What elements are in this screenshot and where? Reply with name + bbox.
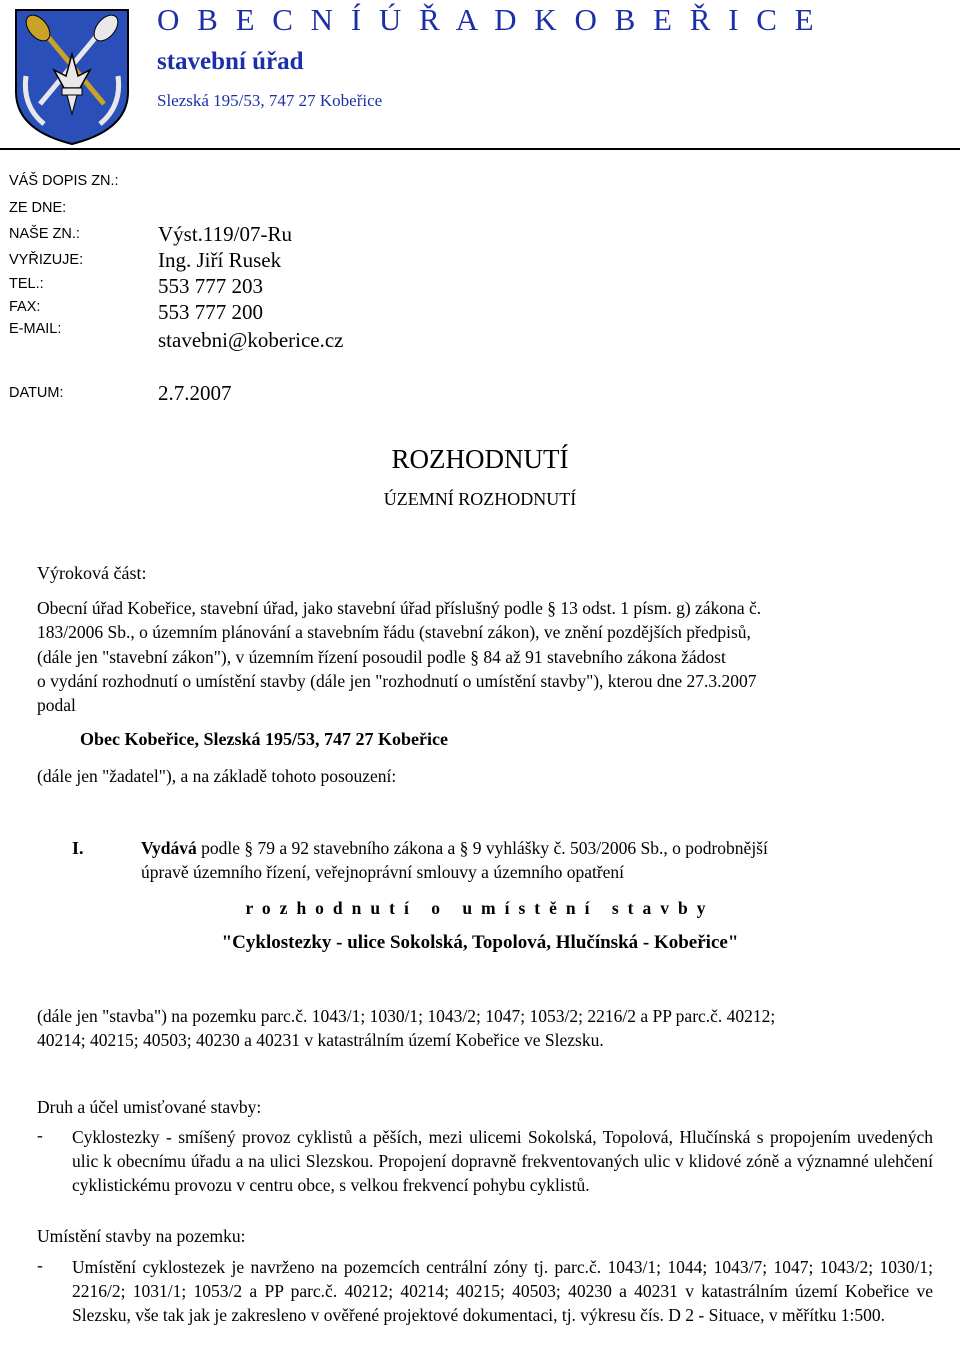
intro-line-4: o vydání rozhodnutí o umístění stavby (dále jen "rozhodnutí o umístění stavby"), kterou dne 27.3.2007	[37, 671, 757, 691]
applicant: Obec Kobeřice, Slezská 195/53, 747 27 Kobeřice	[80, 729, 448, 749]
point-rest: podle § 79 a 92 stavebního zákona a § 9 vyhlášky č. 503/2006 Sb., o podrobnější	[196, 838, 768, 858]
placement-dash: -	[37, 1255, 43, 1275]
placement-label: Umístění stavby na pozemku:	[37, 1226, 246, 1246]
point-line-2: úpravě územního řízení, veřejnoprávní smlouvy a územního opatření	[141, 862, 625, 882]
fax-label: FAX:	[9, 299, 41, 315]
handled-by-label: VYŘIZUJE:	[9, 252, 84, 268]
intro-line-3: (dále jen "stavební zákon"), v územním řízení posoudil podle § 84 až 91 stavebního zákona žádost	[37, 647, 726, 667]
parcels-line-2: 40214; 40215; 40503; 40230 a 40231 v katastrálním území Kobeřice ve Slezsku.	[37, 1030, 604, 1050]
tel-value: 553 777 203	[158, 274, 263, 298]
date-label: DATUM:	[9, 385, 64, 401]
our-ref-value: Výst.119/07-Ru	[158, 222, 292, 246]
purpose-label: Druh a účel umisťované stavby:	[37, 1097, 262, 1117]
purpose-item: Cyklostezky - smíšený provoz cyklistů a pěších, mezi ulicemi Sokolská, Topolová, Hlučínská s propojením uvedených ulic k obecnímu úřadu a na ulici Slezskou. Propojení dopravně frekventovaných ulic v klidové zóně a významné ulehčení cyklistickému provozu v centru obce, s velkou frekvencí pohybu cyklistů.	[72, 1127, 933, 1195]
parcels-line-1: (dále jen "stavba") na pozemku parc.č. 1043/1; 1030/1; 1043/2; 1047; 1053/2; 2216/2 a PP parc.č. 40212;	[37, 1006, 776, 1026]
our-ref-label: NAŠE ZN.:	[9, 226, 80, 242]
point-number: I.	[72, 838, 84, 858]
email-value: stavebni@koberice.cz	[158, 328, 344, 352]
applicant-note: (dále jen "žadatel"), a na základě tohoto posouzení:	[37, 766, 397, 786]
date-value: 2.7.2007	[158, 381, 232, 405]
your-letter-label: VÁŠ DOPIS ZN.:	[9, 173, 119, 189]
doc-subheading: ÚZEMNÍ ROZHODNUTÍ	[383, 489, 577, 509]
office-subtitle: stavební úřad	[157, 48, 304, 75]
header-divider	[0, 148, 960, 150]
fax-value: 553 777 200	[158, 300, 263, 324]
intro-line-5: podal	[37, 695, 76, 715]
handled-by-value: Ing. Jiří Rusek	[158, 248, 282, 272]
decision-title: rozhodnutí o umístění stavby	[245, 898, 715, 918]
intro-line-2: 183/2006 Sb., o územním plánování a stavebním řádu (stavební zákon), ve znění pozdějších předpisů,	[37, 622, 751, 642]
office-title: O B E C N Í Ú Ř A D K O B E Ř I C E	[157, 2, 819, 37]
office-address: Slezská 195/53, 747 27 Kobeřice	[157, 91, 383, 110]
project-name: "Cyklostezky - ulice Sokolská, Topolová, Hlučínská - Kobeřice"	[221, 932, 739, 953]
date-of-letter-label: ZE DNE:	[9, 200, 67, 216]
purpose-dash: -	[37, 1125, 43, 1145]
email-label: E-MAIL:	[9, 321, 62, 337]
coat-of-arms-icon	[12, 6, 132, 146]
section-label: Výroková část:	[37, 563, 147, 583]
point-line-1	[141, 838, 768, 859]
intro-line-1: Obecní úřad Kobeřice, stavební úřad, jako stavební úřad příslušný podle § 13 odst. 1 písm. g) zákona č.	[37, 598, 762, 618]
doc-heading: ROZHODNUTÍ	[391, 444, 569, 474]
tel-label: TEL.:	[9, 276, 44, 292]
point-verb: Vydává	[141, 838, 197, 858]
placement-item: Umístění cyklostezek je navrženo na pozemcích centrální zóny tj. parc.č. 1043/1; 1044; 1043/7; 1047; 1043/2; 1030/1; 2216/2; 1031/1; 1053/2 a PP parc.č. 40212; 40214; 40215; 40503; 40230 a 40231 v katastrálním území Kobeřice ve Slezsku, vše tak jak je zakresleno v ověřené projektové dokumentaci, tj. výkresu čís. D 2 - Situace, v měřítku 1:500.	[72, 1257, 933, 1325]
